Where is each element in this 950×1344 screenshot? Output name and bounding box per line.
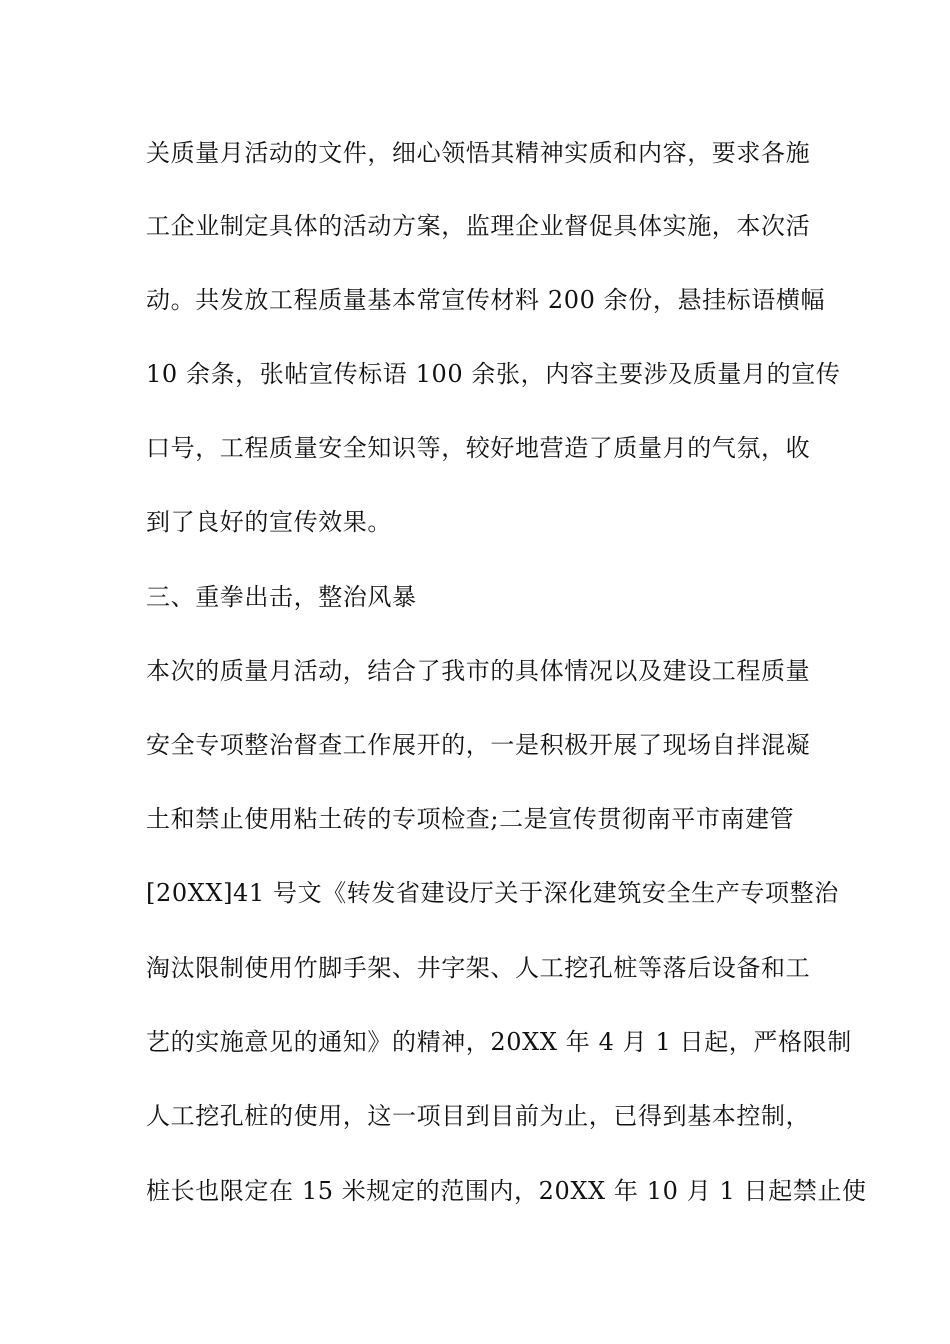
text-line-1: 关质量月活动的文件，细心领悟其精神实质和内容，要求各施 bbox=[146, 139, 811, 167]
text-line-10: 土和禁止使用粘土砖的专项检查;二是宣传贯彻南平市南建管 bbox=[146, 805, 795, 833]
text-line-5: 口号，工程质量安全知识等，较好地营造了质量月的气氛，收 bbox=[146, 434, 811, 462]
section-heading: 三、重拳出击，整治风暴 bbox=[146, 583, 417, 611]
text-line-12: 淘汰限制使用竹脚手架、井字架、人工挖孔桩等落后设备和工 bbox=[146, 954, 811, 982]
text-line-3: 动。共发放工程质量基本常宣传材料 200 余份，悬挂标语横幅 bbox=[146, 286, 826, 314]
text-line-9: 安全专项整治督查工作展开的，一是积极开展了现场自拌混凝 bbox=[146, 731, 811, 759]
text-line-14: 人工挖孔桩的使用，这一项目到目前为止，已得到基本控制， bbox=[146, 1102, 811, 1130]
text-line-2: 工企业制定具体的活动方案，监理企业督促具体实施，本次活 bbox=[146, 212, 811, 240]
text-line-13: 艺的实施意见的通知》的精神，20XX 年 4 月 1 日起，严格限制 bbox=[146, 1028, 852, 1056]
text-line-8: 本次的质量月活动，结合了我市的具体情况以及建设工程质量 bbox=[146, 657, 811, 685]
text-line-4: 10 余条，张帖宣传标语 100 余张，内容主要涉及质量月的宣传 bbox=[146, 360, 841, 388]
text-line-6: 到了良好的宣传效果。 bbox=[146, 508, 392, 536]
text-line-11: [20XX]41 号文《转发省建设厅关于深化建筑安全生产专项整治 bbox=[146, 879, 839, 907]
text-line-15: 桩长也限定在 15 米规定的范围内，20XX 年 10 月 1 日起禁止使 bbox=[146, 1177, 867, 1205]
